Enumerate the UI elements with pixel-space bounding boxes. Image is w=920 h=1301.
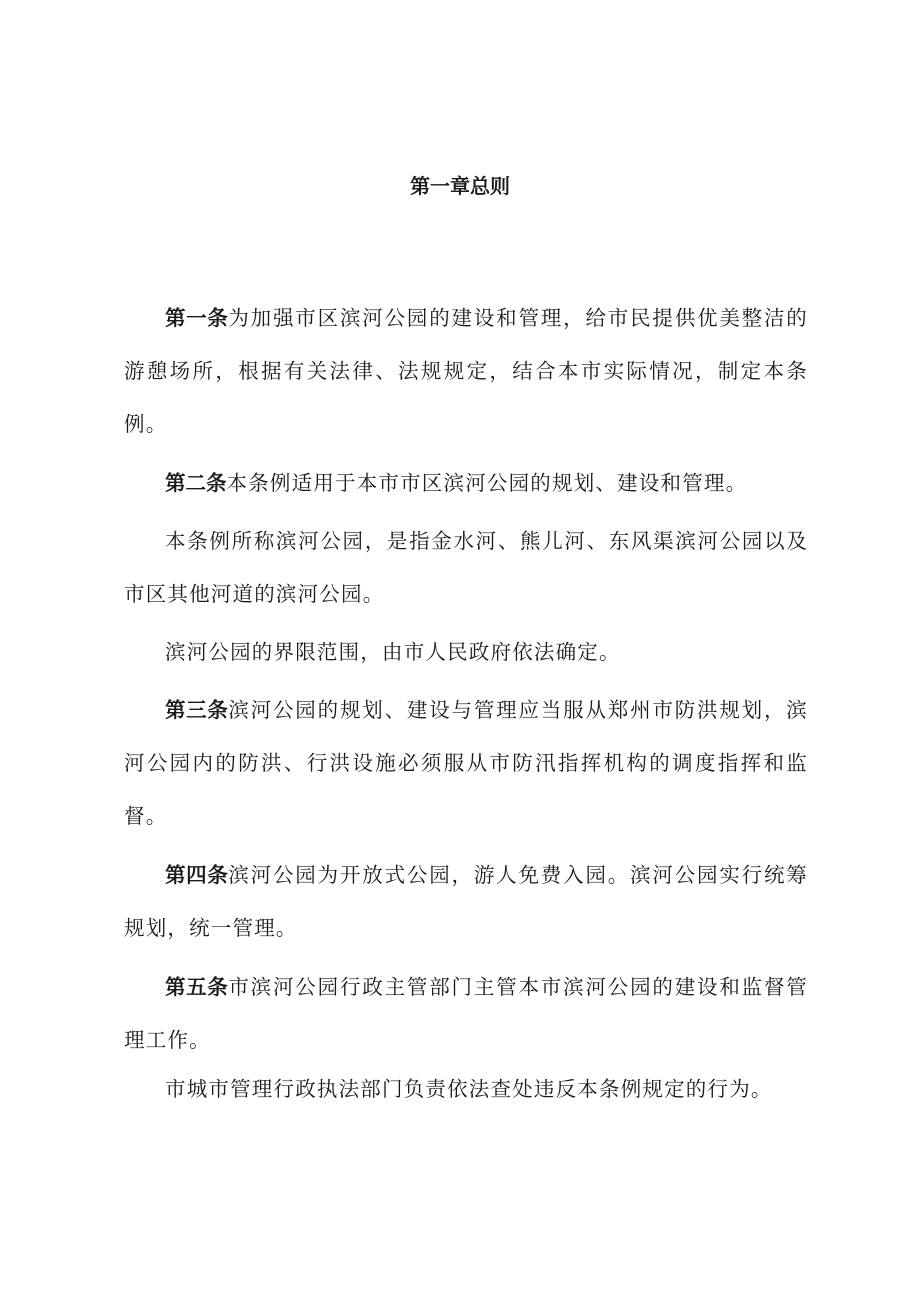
document-body <box>124 292 808 1116</box>
article-2-paragraph-3 <box>124 626 808 679</box>
article-1 <box>124 292 808 451</box>
article-number: 第二条 <box>165 471 227 495</box>
article-text: 市滨河公园行政主管部门主管本市滨河公园的建设和监督管理工作。 <box>124 975 809 1052</box>
article-2-paragraph-2 <box>124 515 808 621</box>
article-4 <box>124 849 808 955</box>
paragraph-text: 本条例所称滨河公园，是指金水河、熊儿河、东风渠滨河公园以及市区其他河道的滨河公园。 <box>124 529 808 606</box>
article-5-paragraph-2 <box>124 1063 808 1116</box>
article-number: 第四条 <box>165 863 229 887</box>
article-2 <box>124 457 808 510</box>
paragraph-text: 滨河公园的界限范围，由市人民政府依法确定。 <box>165 640 621 664</box>
article-5 <box>124 961 808 1067</box>
chapter-title: 第一章总则 <box>410 174 510 198</box>
article-text: 为加强市区滨河公园的建设和管理，给市民提供优美整洁的游憩场所，根据有关法律、法规规定，结合本市实际情况，制定本条例。 <box>124 306 809 436</box>
article-3 <box>124 684 808 843</box>
article-number: 第五条 <box>165 975 229 999</box>
paragraph-text: 市城市管理行政执法部门负责依法查处违反本条例规定的行为。 <box>165 1077 773 1101</box>
article-number: 第三条 <box>165 698 229 722</box>
article-text: 本条例适用于本市市区滨河公园的规划、建设和管理。 <box>226 471 748 495</box>
article-text: 滨河公园的规划、建设与管理应当服从郑州市防洪规划，滨河公园内的防洪、行洪设施必须服从市防汛指挥机构的调度指挥和监督。 <box>124 698 809 828</box>
article-text: 滨河公园为开放式公园，游人免费入园。滨河公园实行统筹规划，统一管理。 <box>124 863 809 940</box>
article-number: 第一条 <box>165 306 229 330</box>
